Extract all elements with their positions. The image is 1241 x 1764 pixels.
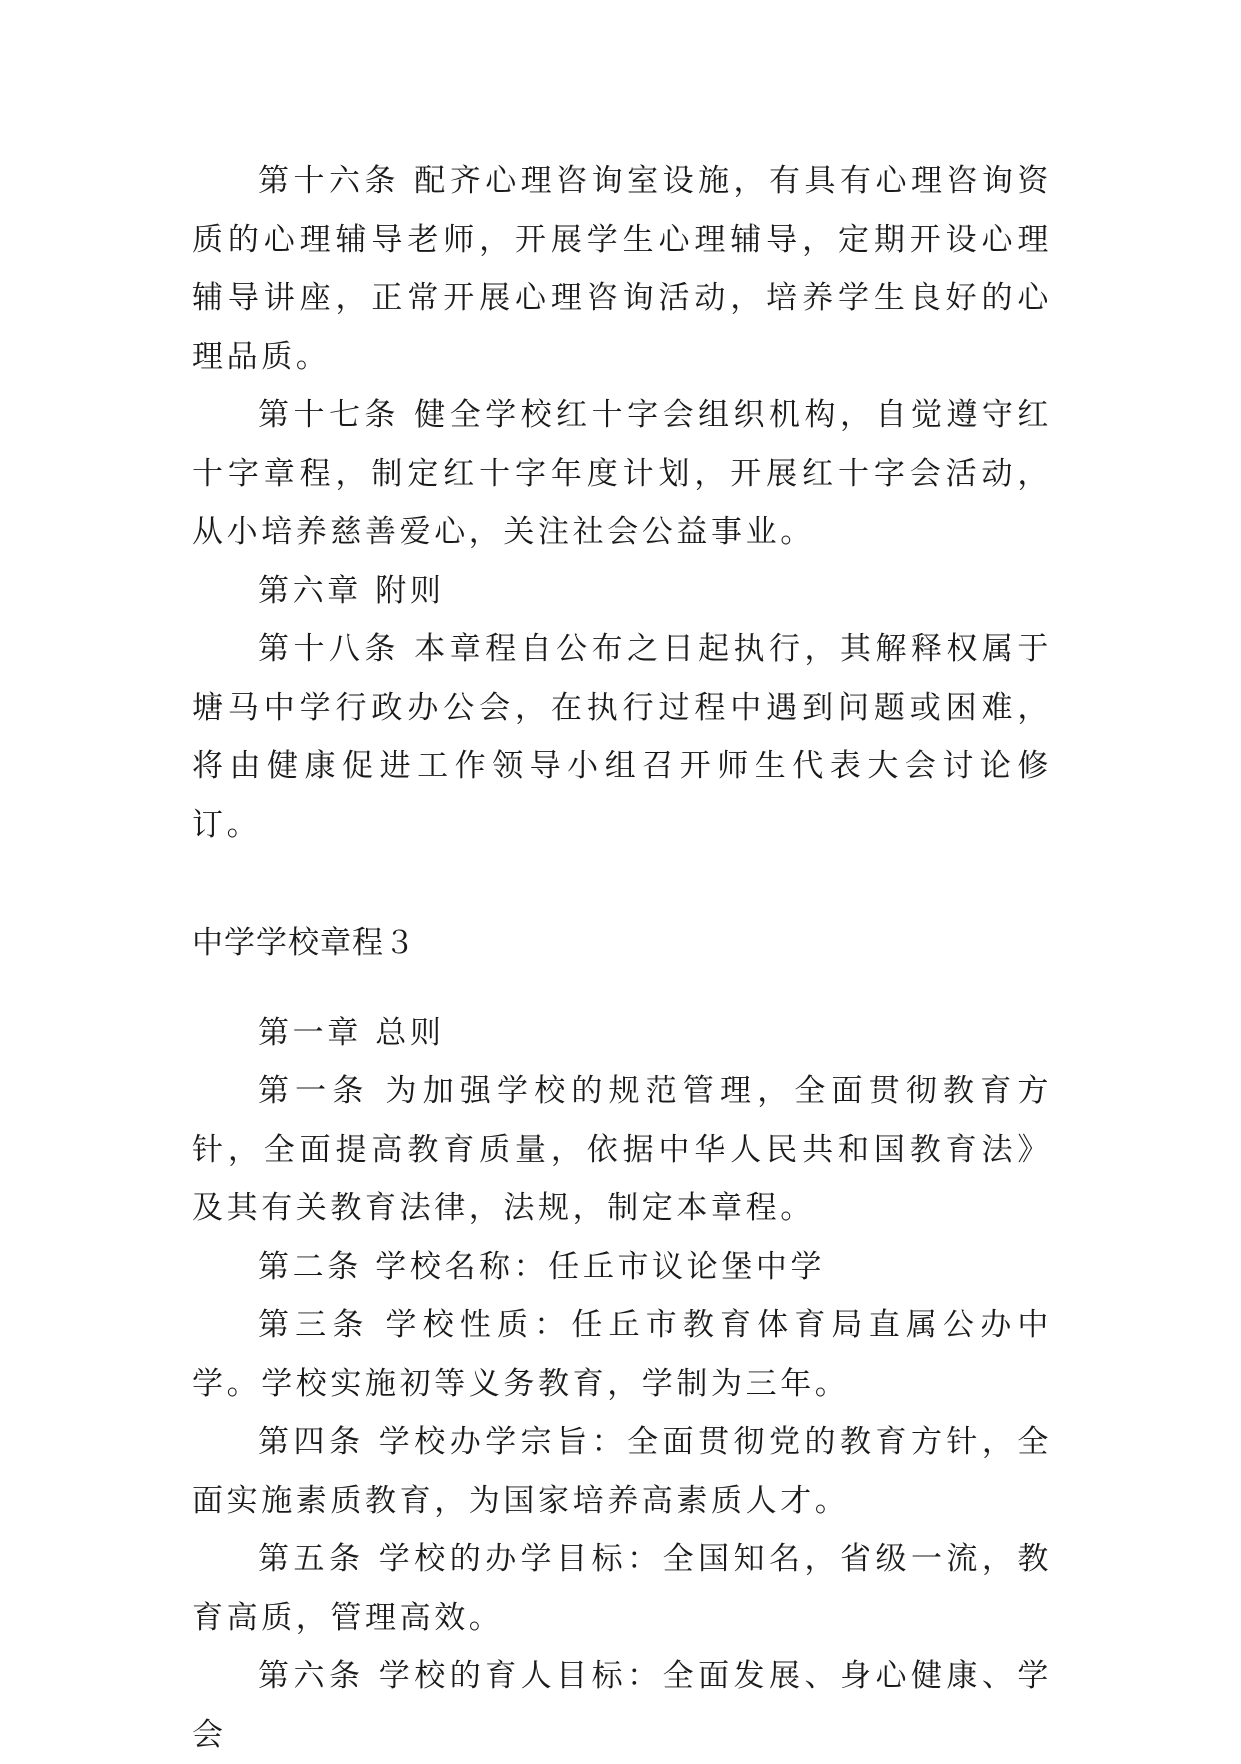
- chapter-6-heading: 第六章 附则: [258, 572, 445, 609]
- article-3-paragraph: 第三条 学校性质：任丘市教育体育局直属公办中学。学校实施初等义务教育，学制为三年。: [192, 1307, 1052, 1402]
- article-5-paragraph: 第五条 学校的办学目标：全国知名，省级一流，教育高质，管理高效。: [192, 1541, 1052, 1636]
- article-17-paragraph: 第十七条 健全学校红十字会组织机构，自觉遵守红十字章程，制定红十字年度计划，开展红十字会活动，从小培养慈善爱心，关注社会公益事业。: [192, 397, 1052, 550]
- article-1-paragraph: 第一条 为加强学校的规范管理，全面贯彻教育方针，全面提高教育质量，依据中华人民共和国教育法》及其有关教育法律，法规，制定本章程。: [192, 1073, 1052, 1226]
- chapter-1-heading: 第一章 总则: [258, 1014, 445, 1051]
- article-16-paragraph: 第十六条 配齐心理咨询室设施，有具有心理咨询资质的心理辅导老师，开展学生心理辅导，定期开设心理辅导讲座，正常开展心理咨询活动，培养学生良好的心理品质。: [192, 163, 1052, 375]
- article-2-paragraph: 第二条 学校名称：任丘市议论堡中学: [258, 1248, 826, 1285]
- section-title: 中学学校章程３: [192, 925, 416, 961]
- article-18-paragraph: 第十八条 本章程自公布之日起执行，其解释权属于塘马中学行政办公会，在执行过程中遇到问题或困难，将由健康促进工作领导小组召开师生代表大会讨论修订。: [192, 631, 1052, 843]
- article-6-paragraph: 第六条 学校的育人目标：全面发展、身心健康、学会: [192, 1658, 1052, 1753]
- document-page: [192, 152, 1052, 1764]
- article-4-paragraph: 第四条 学校办学宗旨：全面贯彻党的教育方针，全面实施素质教育，为国家培养高素质人才。: [192, 1424, 1052, 1519]
